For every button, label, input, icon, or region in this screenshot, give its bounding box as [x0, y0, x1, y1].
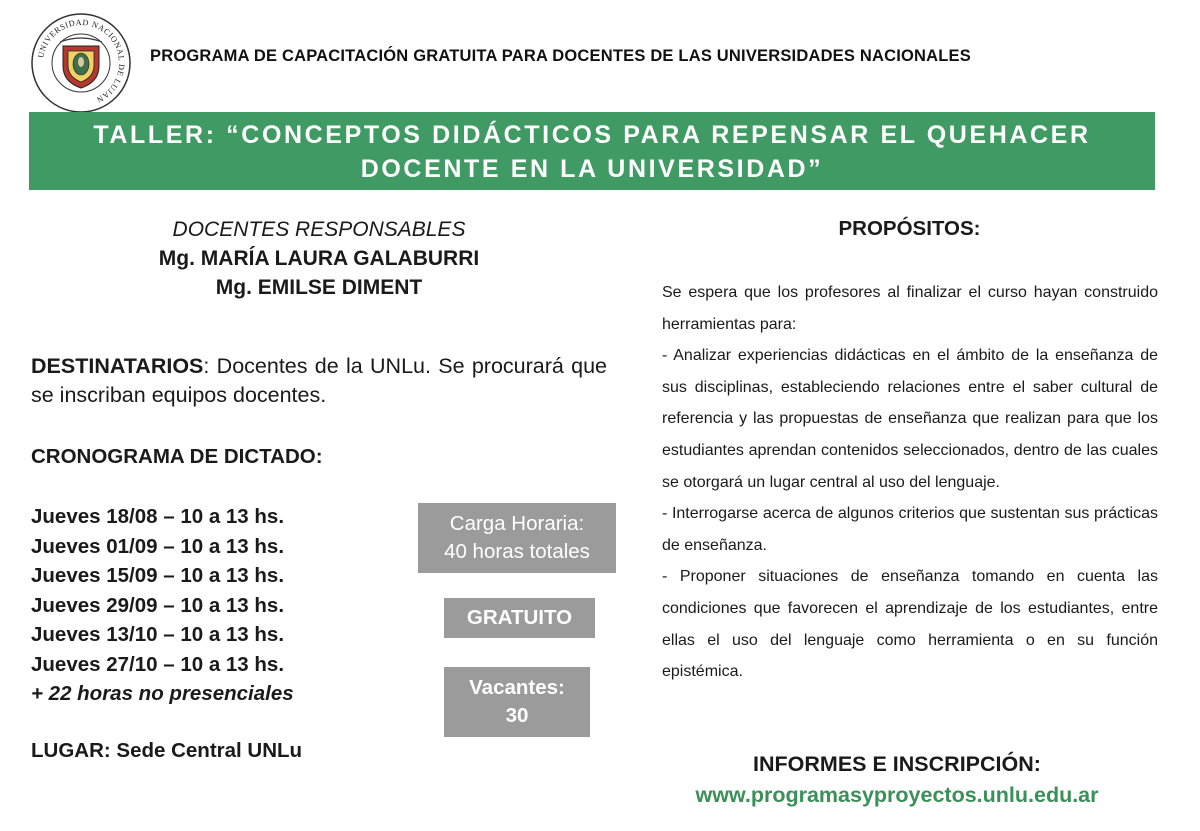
location: LUGAR: Sede Central UNLu [31, 739, 303, 762]
program-title: PROGRAMA DE CAPACITACIÓN GRATUITA PARA DOCENTES DE LAS UNIVERSIDADES NACIONALES [150, 47, 971, 65]
svg-text:UNIVERSIDAD NACIONAL DE LUJAN: UNIVERSIDAD NACIONAL DE LUJAN [36, 17, 127, 105]
target-audience-text: : Docentes de la UNLu. Se procurará que se inscriban equipos docentes. [31, 354, 607, 407]
website-link[interactable]: www.programasyproyectos.unlu.edu.ar [695, 783, 1099, 807]
purposes-title: PROPÓSITOS: [838, 217, 981, 240]
responsible-name: Mg. EMILSE DIMENT [215, 276, 423, 299]
schedule-list [31, 502, 294, 709]
workload-value: 40 horas totales [444, 540, 590, 563]
banner-line-2: DOCENTE EN LA UNIVERSIDAD” [360, 155, 824, 183]
schedule-extra-hours: + 22 horas no presenciales [31, 682, 294, 705]
banner-line-1: TALLER: “CONCEPTOS DIDÁCTICOS PARA REPENSAR EL QUEHACER [93, 121, 1091, 149]
vacancies-value: 30 [505, 704, 529, 727]
schedule-item: Jueves 01/09 – 10 a 13 hs. [31, 534, 285, 558]
schedule-item: Jueves 18/08 – 10 a 13 hs. [31, 505, 285, 528]
workload-box [418, 503, 616, 573]
purposes-paragraph: - Interrogarse acerca de algunos criterios que sustentan sus prácticas de enseñanza. [662, 505, 1158, 554]
schedule-title: CRONOGRAMA DE DICTADO: [31, 445, 323, 468]
free-badge: GRATUITO [444, 598, 595, 638]
responsible-name: Mg. MARÍA LAURA GALABURRI [158, 247, 480, 270]
target-audience-label: DESTINATARIOS [31, 354, 204, 378]
responsible-heading: DOCENTES RESPONSABLES [172, 218, 466, 241]
responsible-teachers [31, 215, 607, 302]
info-registration-title: INFORMES E INSCRIPCIÓN: [753, 752, 1041, 776]
purposes-paragraph: - Proponer situaciones de enseñanza tomando en cuenta las condiciones que favorecen el aprendizaje de los estudiantes, entre ellas el uso del lenguaje como herramienta o en su función epistémica. [662, 568, 1158, 681]
schedule-item: Jueves 29/09 – 10 a 13 hs. [31, 593, 285, 617]
workload-label: Carga Horaria: [449, 512, 585, 535]
schedule-item: Jueves 13/10 – 10 a 13 hs. [31, 623, 285, 646]
schedule-item: Jueves 27/10 – 10 a 13 hs. [31, 652, 285, 676]
purposes-text [662, 277, 1158, 688]
purposes-paragraph: Se espera que los profesores al finalizar el curso hayan construido herramientas para: [662, 284, 1158, 333]
university-seal-logo [30, 12, 132, 114]
vacancies-label: Vacantes: [469, 676, 565, 699]
schedule-item: Jueves 15/09 – 10 a 13 hs. [31, 564, 285, 587]
target-audience [31, 352, 607, 410]
purposes-paragraph: - Analizar experiencias didácticas en el ámbito de la enseñanza de sus disciplinas, estableciendo relaciones entre el saber cultural de referencia y las propuestas de enseñanza que realizan para que los estudiantes aprendan contenidos seleccionados, dentro de las cuales se otorgará un lugar central al uso del lenguaje. [662, 347, 1158, 491]
vacancies-box [444, 667, 590, 737]
workshop-title-banner [29, 112, 1155, 190]
